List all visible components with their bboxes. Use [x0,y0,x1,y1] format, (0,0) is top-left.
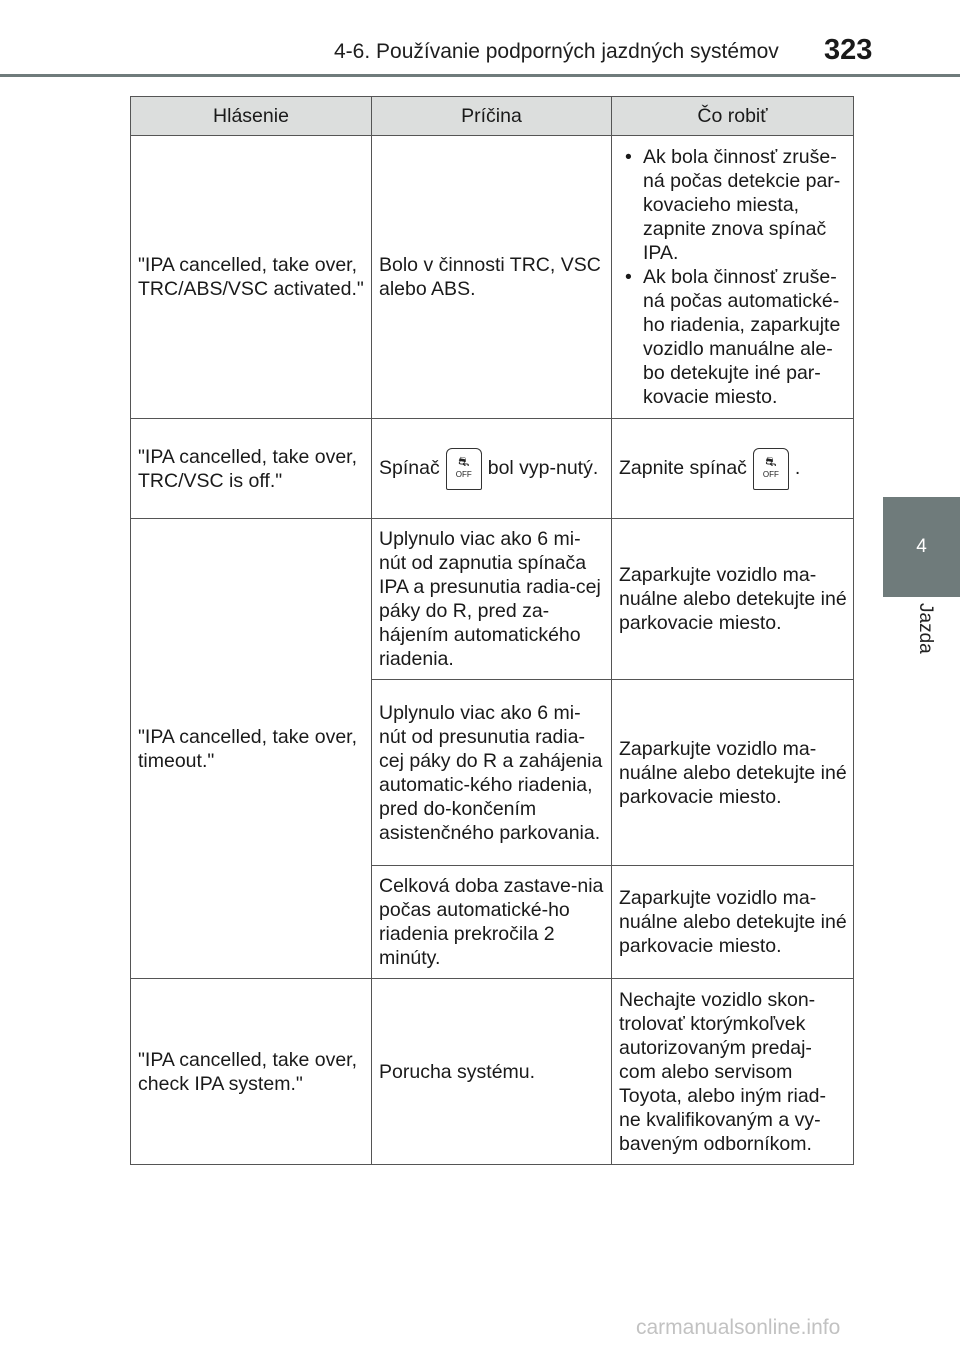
switch-glyph: ⛐ [765,453,777,469]
header-cause: Príčina [372,97,612,136]
message-cell: "IPA cancelled, take over, TRC/VSC is off." [131,419,372,519]
switch-off-label: OFF [455,469,472,479]
switch-off-label: OFF [762,469,779,479]
page-number: 323 [824,34,873,66]
action-cell [612,136,854,419]
chapter-tab [883,497,960,597]
cause-cell: Uplynulo viac ako 6 mi-nút od presunutia radia-cej páky do R a zahájenia automatic-kého riadenia, pred do-končením asistenčného parkovania. [372,680,612,866]
chapter-tab-number: 4 [916,536,927,557]
action-text-after: . [794,456,801,479]
cause-cell: Bolo v činnosti TRC, VSC alebo ABS. [372,136,612,419]
ipa-off-switch-icon [446,448,482,490]
action-text-before: Zapnite spínač [619,456,747,479]
message-cell: "IPA cancelled, take over, timeout." [131,519,372,979]
action-cell: Zaparkujte vozidlo ma-nuálne alebo detekujte iné parkovacie miesto. [612,866,854,979]
header-divider [0,74,960,77]
watermark: carmanualsonline.info [636,1316,841,1339]
cause-text-after: bol vyp-nutý. [487,456,599,479]
message-cell: "IPA cancelled, take over, check IPA system." [131,979,372,1165]
action-list [619,145,853,409]
action-cell: Zaparkujte vozidlo ma-nuálne alebo detekujte iné parkovacie miesto. [612,519,854,680]
chapter-tab-label: Jazda [915,603,936,654]
chapter-title: 4-6. Používanie podporných jazdných systémov [334,40,779,63]
action-cell: Nechajte vozidlo skon-trolovať ktorýmkoľvek autorizovaným predaj-com alebo servisom Toyota, alebo iným riad-ne kvalifikovaným a vy-baveným odborníkom. [612,979,854,1165]
cause-text-before: Spínač [379,456,440,479]
switch-glyph: ⛐ [458,453,470,469]
table-row [131,419,854,519]
header-message: Hlásenie [131,97,372,136]
table-row [131,979,854,1165]
list-item: • Ak bola činnosť zruše-ná počas detekcie par-kovacieho miesta, zapnite znova spínač IPA. [619,145,853,265]
table-row [131,519,854,680]
table-header-row [131,97,854,136]
ipa-off-switch-icon [753,448,789,490]
cause-cell: Celková doba zastave-nia počas automatické-ho riadenia prekročila 2 minúty. [372,866,612,979]
table-row [131,136,854,419]
action-cell [612,419,854,519]
header-action: Čo robiť [612,97,854,136]
list-item: • Ak bola činnosť zruše-ná počas automatické-ho riadenia, zaparkujte vozidlo manuálne ale-bo detekujte iné par-kovacie miesto. [619,265,853,409]
warning-messages-table [130,96,854,1165]
cause-cell: Porucha systému. [372,979,612,1165]
message-cell: "IPA cancelled, take over, TRC/ABS/VSC activated." [131,136,372,419]
action-cell: Zaparkujte vozidlo ma-nuálne alebo detekujte iné parkovacie miesto. [612,680,854,866]
cause-cell: Uplynulo viac ako 6 mi-nút od zapnutia spínača IPA a presunutia radia-cej páky do R, pred za-hájením automatického riadenia. [372,519,612,680]
cause-cell [372,419,612,519]
